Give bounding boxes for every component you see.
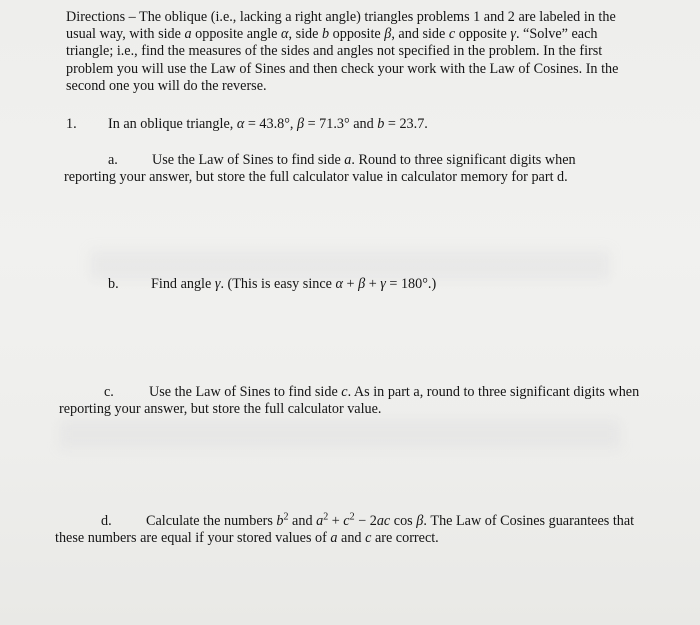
problem-1 xyxy=(66,116,428,133)
part-a-text: Use the Law of Sines to find side xyxy=(152,152,345,168)
part-c-text: . As in part a, round to three significant digits when reporting your answer, but store the full calculator value. xyxy=(59,384,640,418)
var-a: a xyxy=(184,26,192,43)
var-c: c xyxy=(341,384,348,400)
bleed-through-shadow xyxy=(60,420,620,448)
var-beta: β xyxy=(416,513,424,529)
var-beta: β xyxy=(384,26,392,43)
directions-text: opposite angle xyxy=(191,26,282,43)
var-alpha: α xyxy=(281,26,289,43)
var-beta: β xyxy=(297,116,305,132)
directions-text: opposite xyxy=(455,26,511,43)
var-c: c xyxy=(365,530,372,547)
part-a-text: . Round to three significant digits when reporting your answer, but store the full calculator value in calculator memory for part d. xyxy=(64,152,576,186)
var-alpha: α xyxy=(335,276,343,292)
part-d-text: and xyxy=(288,513,317,529)
var-a: a xyxy=(376,513,384,529)
part-b-label: b. xyxy=(108,276,119,292)
directions-heading: Directions xyxy=(66,9,126,25)
alpha-value: = 43.8°, xyxy=(244,116,297,132)
problem-text: In an oblique triangle, xyxy=(108,116,237,132)
b-value: = 23.7. xyxy=(384,116,428,132)
part-a-label: a. xyxy=(108,152,118,168)
directions-text: , side xyxy=(288,26,322,43)
part-d-text: Calculate the numbers xyxy=(146,513,277,529)
plus-sign: + xyxy=(342,276,359,292)
part-b-text: Find angle xyxy=(151,276,215,292)
directions-text: . “Solve” each triangle; i.e., find the measures of the sides and angles not specified in the problem. In the first problem you will use the Law of Sines and then check your work with the Law of Cosines. In the second one you will do the reverse. xyxy=(66,26,619,94)
minus-term: − 2 xyxy=(354,513,377,529)
plus-sign: + xyxy=(328,513,344,529)
plus-sign: + xyxy=(365,276,381,292)
part-a xyxy=(64,152,624,186)
var-c: c xyxy=(343,513,350,529)
var-gamma: γ xyxy=(380,276,386,292)
part-c xyxy=(59,384,649,418)
var-c: c xyxy=(448,26,456,43)
var-a: a xyxy=(330,530,338,547)
exponent: 2 xyxy=(283,511,289,523)
directions-text: opposite xyxy=(329,26,385,43)
var-beta: β xyxy=(358,276,366,292)
beta-value: = 71.3° and xyxy=(304,116,378,132)
part-d-label: d. xyxy=(101,513,112,529)
cos-function: cos xyxy=(390,513,417,529)
directions-text: – The oblique (i.e., lacking a right angle) triangles problems 1 and 2 are labeled in the usual way, with side xyxy=(66,9,616,43)
exponent: 2 xyxy=(349,511,355,523)
var-b: b xyxy=(377,116,385,132)
part-c-text: Use the Law of Sines to find side xyxy=(149,384,342,400)
var-gamma: γ xyxy=(214,276,221,292)
var-alpha: α xyxy=(236,116,245,132)
exponent: 2 xyxy=(323,511,329,523)
part-c-label: c. xyxy=(104,384,114,400)
part-b xyxy=(108,276,436,293)
directions-paragraph xyxy=(66,9,646,95)
problem-number: 1. xyxy=(66,116,77,132)
part-b-text: = 180°.) xyxy=(385,276,437,292)
var-a: a xyxy=(344,152,352,168)
part-d-text: and xyxy=(337,530,366,547)
part-d-text: . The Law of Cosines guarantees that these numbers are equal if your stored values of xyxy=(55,513,635,547)
var-c: c xyxy=(383,513,391,529)
part-b-text: . (This is easy since xyxy=(220,276,336,292)
var-b: b xyxy=(321,26,330,43)
part-d xyxy=(55,513,655,547)
part-d-text: are correct. xyxy=(371,530,439,547)
directions-text: , and side xyxy=(391,26,449,43)
var-a: a xyxy=(316,513,324,529)
var-gamma: γ xyxy=(510,26,516,43)
var-b: b xyxy=(276,513,284,529)
